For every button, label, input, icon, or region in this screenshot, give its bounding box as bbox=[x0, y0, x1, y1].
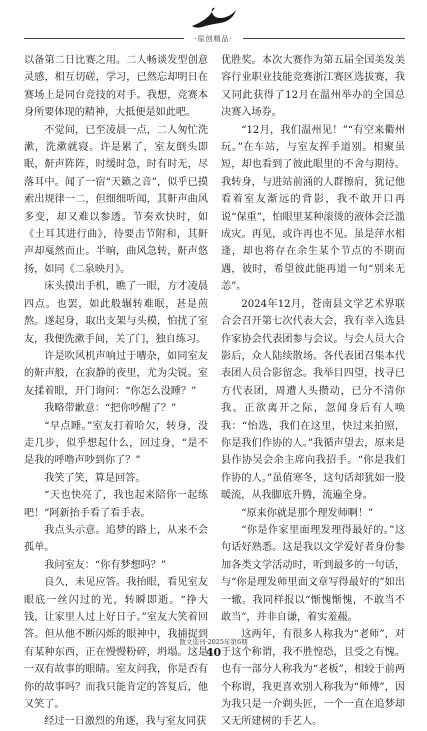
paragraph: 床头摸出手机，瞧了一眼，方才凌晨四点。也罢，如此般辗转难眠，甚是煎熬。遂起身，取出支架与头模，怕扰了室友，我便洗漱手间，关了门，独自练习。 bbox=[24, 281, 208, 345]
paragraph: “12月，我们温州见！”“有空来衢州玩。”在车站，与室友挥手道别。相聚虽短，却也看到了彼此眼里的不舍与期待。我转身，与进站前涌的人群擦肩，犹记他看着室友渐远的背影，我不敢开口再说“保重”，怕眼里某种滚烫的液体会泛滥成灾。再见，或许再也不见。虽是萍水相逢，却也将存在余生某个节点的不期而遇，彼时，希望彼此能再道一句“别来无恙”。 bbox=[221, 124, 405, 293]
paragraph: 良久，未见应答。我抬眼，看见室友眼底一丝闪过的光，转瞬即逝。“挣大钱，让家里人过上好日子。”室友大笑着回答。但从他不断闪烁的眼神中，我捕捉到有某种东西，正在慢慢粉碎，坍塌。这是一双有故事的眼睛。室友问我，你是否有你的故事吗？而我只能肯定的答复后，他又笑了。 bbox=[24, 577, 208, 711]
page-number: 40 bbox=[205, 646, 222, 659]
section-label: ·原创精品· bbox=[194, 35, 233, 43]
paragraph: 2024年12月，苍南县文学艺术界联合会召开第七次代表大会，我有幸入选县作家协会代表团参与会议。与会人员大合影后，众人陆续散场。各代表团召集本代表团人员合影留念。我举目四望，找寻已方代表团，周遭人头攒动，已分不清你我。正欲离开之际，忽闻身后有人唤我：“怡选，我们在这里，快过来拍照，你是我们作协的人。”我循声望去，原来是县作协吴会余主席向我招手。“你是我们作协的人。”虽值寒冬，这句话却犹如一股暖流，从我脚底升腾，流遍全身。 bbox=[221, 298, 405, 502]
paragraph: 不觉间，已至凌晨一点，二人匆忙洗漱，洗漱就寝。许是累了，室友倒头即眠，鼾声阵阵，时缓时急，时有时无，尽落耳中。闻了一宿“天籁之音”，似乎已摸索出规律一二，但细细听闻，其鼾声曲风多变，却又难以参透。节奏欢快时，如《土耳其进行曲》，待要击节附和，其鼾声却戛然而止。半晌，曲风急转，鼾声悠扬，如同《二泉映月》。 bbox=[24, 124, 208, 275]
paragraph: 许是吹风机声响过于嘈杂，如同室友的鼾声般，在寂静的夜里，尤为尖锐。室友揉着眼，开门询问：“你怎么没睡？” bbox=[24, 350, 208, 397]
bird-logo-icon bbox=[190, 6, 238, 32]
paragraph: “早点睡。”室友打着哈欠，转身，没走几步，似乎想起什么，回过身，“是不是我的呼噜声吵到你了？” bbox=[24, 420, 208, 467]
paragraph: 我笑了笑，算是回答。 bbox=[44, 472, 146, 484]
paragraph: “你是作家里面理发理得最好的。”这句话好熟悉。这是我以文学爱好者身份参加各类文学活动时，听到最多的一句话，与“你是理发师里面文章写得最好的”如出一辙。我同样报以“惭愧惭愧，不敢当不敢当”，并非自谦，着实羞赧。 bbox=[221, 524, 405, 623]
paragraph: 以备第二日比赛之用。二人畅谈发型创意灵感，相互切磋，学习，已然忘却明日在赛场上是同台竞技的对手。我想，竞赛本身所要体现的精神，大抵便是如此吧。 bbox=[24, 55, 208, 119]
page-header bbox=[0, 0, 427, 52]
paragraph: 这两年，有很多人称我为“老师”，对于这个称谓，我不胜惶恐，且受之有愧。也有一部分人称我为“老板”，相较于前两个称谓，我更喜欢别人称我为“师傅”，因为我只是一介剃头匠，一个一直在追梦却又无所建树的手艺人。 bbox=[221, 629, 405, 728]
paragraph: 经过一日激烈的角逐，我与室友同获 bbox=[44, 716, 207, 728]
paragraph: 我问室友：“你有梦想吗？” bbox=[44, 559, 167, 571]
paragraph: 优胜奖。本次大赛作为第五届全国美发美容行业职业技能竞赛浙江赛区选拔赛，我又同此获得了12月在温州举办的全国总决赛入场券。 bbox=[221, 55, 405, 119]
paragraph: 我略带歉意：“把你吵醒了？” bbox=[44, 403, 177, 415]
journal-footer: 散文选刊·2025年第6期 bbox=[179, 638, 248, 646]
paragraph: 我点头示意。追梦的路上，从来不会孤单。 bbox=[24, 524, 208, 554]
paragraph: “原来你就是那个理发师啊！” bbox=[241, 507, 374, 519]
paragraph: “天也快亮了，我也起来陪你一起练吧！”阿新抬手看了看手表。 bbox=[24, 490, 208, 519]
left-column bbox=[24, 52, 208, 731]
right-column bbox=[221, 52, 405, 731]
